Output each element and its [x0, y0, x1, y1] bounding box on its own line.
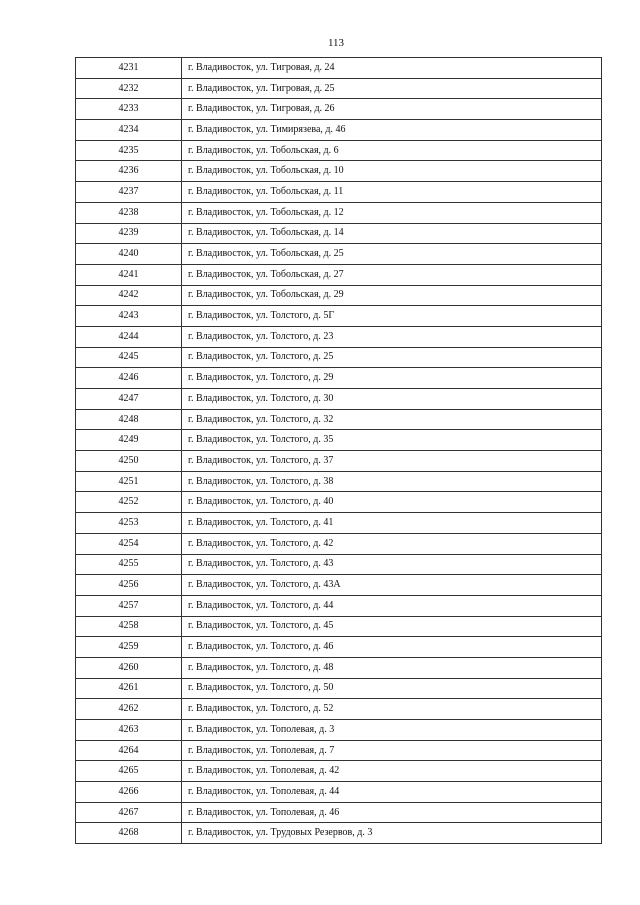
table-row: [76, 202, 602, 223]
address-cell: г. Владивосток, ул. Толстого, д. 30: [182, 389, 602, 410]
row-number-cell: 4261: [76, 678, 182, 699]
address-cell: г. Владивосток, ул. Толстого, д. 32: [182, 409, 602, 430]
table-row: [76, 306, 602, 327]
address-cell: г. Владивосток, ул. Толстого, д. 45: [182, 616, 602, 637]
row-number-cell: 4241: [76, 264, 182, 285]
row-number-cell: 4256: [76, 575, 182, 596]
address-cell: г. Владивосток, ул. Толстого, д. 41: [182, 513, 602, 534]
row-number-cell: 4248: [76, 409, 182, 430]
table-row: [76, 616, 602, 637]
row-number-cell: 4262: [76, 699, 182, 720]
address-cell: г. Владивосток, ул. Тополевая, д. 42: [182, 761, 602, 782]
row-number-cell: 4253: [76, 513, 182, 534]
row-number-cell: 4267: [76, 802, 182, 823]
table-row: [76, 657, 602, 678]
address-cell: г. Владивосток, ул. Толстого, д. 40: [182, 492, 602, 513]
row-number-cell: 4257: [76, 595, 182, 616]
row-number-cell: 4259: [76, 637, 182, 658]
row-number-cell: 4251: [76, 471, 182, 492]
row-number-cell: 4254: [76, 533, 182, 554]
row-number-cell: 4244: [76, 326, 182, 347]
row-number-cell: 4252: [76, 492, 182, 513]
row-number-cell: 4243: [76, 306, 182, 327]
table-row: [76, 285, 602, 306]
address-cell: г. Владивосток, ул. Трудовых Резервов, д. 3: [182, 823, 602, 844]
address-cell: г. Владивосток, ул. Толстого, д. 43: [182, 554, 602, 575]
table-row: [76, 326, 602, 347]
address-cell: г. Владивосток, ул. Толстого, д. 23: [182, 326, 602, 347]
row-number-cell: 4263: [76, 720, 182, 741]
table-row: [76, 802, 602, 823]
table-row: [76, 223, 602, 244]
table-row: [76, 120, 602, 141]
address-cell: г. Владивосток, ул. Тобольская, д. 11: [182, 182, 602, 203]
address-cell: г. Владивосток, ул. Толстого, д. 5Г: [182, 306, 602, 327]
row-number-cell: 4236: [76, 161, 182, 182]
table-row: [76, 554, 602, 575]
address-cell: г. Владивосток, ул. Толстого, д. 35: [182, 430, 602, 451]
table-row: [76, 78, 602, 99]
address-cell: г. Владивосток, ул. Тополевая, д. 7: [182, 740, 602, 761]
table-row: [76, 58, 602, 79]
address-cell: г. Владивосток, ул. Толстого, д. 37: [182, 451, 602, 472]
address-cell: г. Владивосток, ул. Толстого, д. 52: [182, 699, 602, 720]
table-row: [76, 264, 602, 285]
table-row: [76, 347, 602, 368]
table-row: [76, 782, 602, 803]
table-row: [76, 513, 602, 534]
table-row: [76, 368, 602, 389]
row-number-cell: 4238: [76, 202, 182, 223]
table-row: [76, 761, 602, 782]
table-row: [76, 99, 602, 120]
address-cell: г. Владивосток, ул. Тобольская, д. 6: [182, 140, 602, 161]
page-number: 113: [327, 37, 345, 49]
table-row: [76, 575, 602, 596]
address-table-body: [76, 58, 602, 844]
row-number-cell: 4240: [76, 244, 182, 265]
row-number-cell: 4245: [76, 347, 182, 368]
table-row: [76, 740, 602, 761]
address-cell: г. Владивосток, ул. Тополевая, д. 3: [182, 720, 602, 741]
row-number-cell: 4266: [76, 782, 182, 803]
address-cell: г. Владивосток, ул. Тобольская, д. 25: [182, 244, 602, 265]
table-row: [76, 182, 602, 203]
row-number-cell: 4242: [76, 285, 182, 306]
address-table: [75, 57, 602, 844]
row-number-cell: 4239: [76, 223, 182, 244]
table-row: [76, 140, 602, 161]
table-row: [76, 471, 602, 492]
address-cell: г. Владивосток, ул. Тигровая, д. 24: [182, 58, 602, 79]
table-row: [76, 699, 602, 720]
address-cell: г. Владивосток, ул. Тополевая, д. 46: [182, 802, 602, 823]
table-row: [76, 678, 602, 699]
address-cell: г. Владивосток, ул. Тигровая, д. 25: [182, 78, 602, 99]
row-number-cell: 4258: [76, 616, 182, 637]
table-row: [76, 823, 602, 844]
address-cell: г. Владивосток, ул. Толстого, д. 46: [182, 637, 602, 658]
row-number-cell: 4264: [76, 740, 182, 761]
table-row: [76, 720, 602, 741]
table-row: [76, 409, 602, 430]
address-cell: г. Владивосток, ул. Тобольская, д. 27: [182, 264, 602, 285]
address-cell: г. Владивосток, ул. Тигровая, д. 26: [182, 99, 602, 120]
address-cell: г. Владивосток, ул. Тополевая, д. 44: [182, 782, 602, 803]
row-number-cell: 4231: [76, 58, 182, 79]
address-cell: г. Владивосток, ул. Толстого, д. 44: [182, 595, 602, 616]
row-number-cell: 4246: [76, 368, 182, 389]
table-row: [76, 244, 602, 265]
table-row: [76, 533, 602, 554]
address-cell: г. Владивосток, ул. Толстого, д. 38: [182, 471, 602, 492]
row-number-cell: 4237: [76, 182, 182, 203]
row-number-cell: 4234: [76, 120, 182, 141]
row-number-cell: 4265: [76, 761, 182, 782]
address-cell: г. Владивосток, ул. Толстого, д. 50: [182, 678, 602, 699]
table-row: [76, 451, 602, 472]
row-number-cell: 4233: [76, 99, 182, 120]
address-cell: г. Владивосток, ул. Толстого, д. 42: [182, 533, 602, 554]
table-row: [76, 595, 602, 616]
row-number-cell: 4268: [76, 823, 182, 844]
address-cell: г. Владивосток, ул. Тобольская, д. 12: [182, 202, 602, 223]
row-number-cell: 4255: [76, 554, 182, 575]
row-number-cell: 4250: [76, 451, 182, 472]
address-cell: г. Владивосток, ул. Толстого, д. 29: [182, 368, 602, 389]
address-cell: г. Владивосток, ул. Тимирязева, д. 46: [182, 120, 602, 141]
table-row: [76, 161, 602, 182]
row-number-cell: 4232: [76, 78, 182, 99]
address-cell: г. Владивосток, ул. Толстого, д. 25: [182, 347, 602, 368]
address-cell: г. Владивосток, ул. Тобольская, д. 14: [182, 223, 602, 244]
address-cell: г. Владивосток, ул. Тобольская, д. 29: [182, 285, 602, 306]
table-row: [76, 430, 602, 451]
row-number-cell: 4249: [76, 430, 182, 451]
table-row: [76, 637, 602, 658]
row-number-cell: 4260: [76, 657, 182, 678]
table-row: [76, 389, 602, 410]
address-cell: г. Владивосток, ул. Тобольская, д. 10: [182, 161, 602, 182]
row-number-cell: 4235: [76, 140, 182, 161]
table-row: [76, 492, 602, 513]
row-number-cell: 4247: [76, 389, 182, 410]
address-cell: г. Владивосток, ул. Толстого, д. 48: [182, 657, 602, 678]
address-cell: г. Владивосток, ул. Толстого, д. 43А: [182, 575, 602, 596]
